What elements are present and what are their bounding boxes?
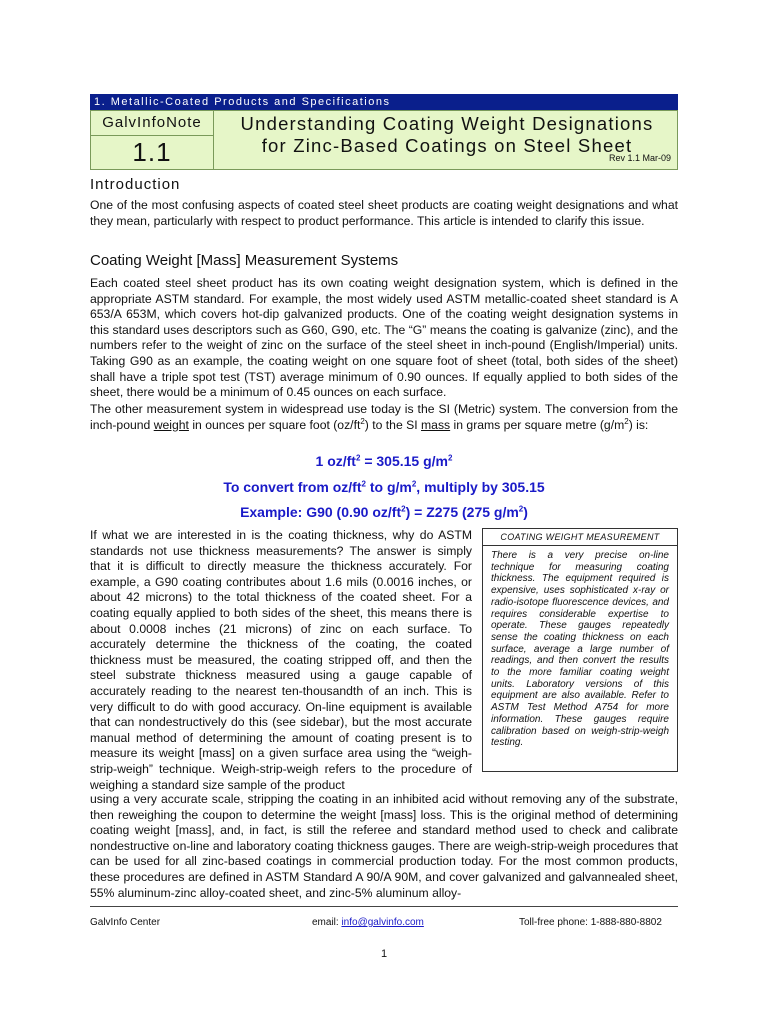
- systems-heading: Coating Weight [Mass] Measurement Systems: [90, 252, 399, 269]
- superscript: 2: [361, 479, 366, 489]
- email-label: email:: [312, 917, 342, 928]
- para2-text-a: The other measurement system in widespread use today is the SI (Metric) system. The conversion from the inch-pound: [90, 402, 678, 432]
- footer-center-name: GalvInfo Center: [90, 917, 161, 928]
- header-box: [90, 110, 678, 170]
- footer-divider: [90, 906, 678, 907]
- eq2-part-b: to g/m: [365, 479, 412, 495]
- revision-label: Rev 1.1 Mar-09: [608, 153, 671, 163]
- superscript: 2: [448, 453, 453, 463]
- superscript: 2: [518, 504, 524, 514]
- coating-weight-sidebar: [482, 528, 678, 772]
- systems-paragraph-1: Each coated steel sheet product has its own coating weight designation system, which is defined in the appropriate ASTM standard. For example, the most widely used ASTM metallic-coated sheet standard is A 653/A 653M, which covers hot-dip galvanized products. One of the coating weight designation systems in this standard uses descriptors such as G60, G90, etc. The “G” means the coating is galvanize (zinc), and the numbers refer to the weight of zinc on the surface of the steel sheet in inch-pound (English/Imperial) units. Taking G90 as an example, the coating weight on one square foot of sheet (total, both sides of the sheet) shall have a triple spot test (TST) average minimum of 0.90 ounces. If equally applied to both sides of the sheet, there would be a minimum of 0.45 ounces on each surface.: [90, 276, 678, 400]
- superscript: 2: [401, 504, 406, 514]
- eq2-part-c: , multiply by 305.15: [416, 479, 545, 495]
- note-label: GalvInfoNote: [91, 111, 214, 136]
- equation-2: [90, 479, 678, 495]
- thickness-column-text: If what we are interested in is the coating thickness, why do ASTM standards not use thickness measurements? The answer is simply that it is difficult to directly measure the thickness accurately. For example, a G90 coating contributes about 1.6 mils (0.0016 inches, or about 42 microns) to the total thickness of the coated sheet. For a coating equally applied to both sides of the sheet, this means there is about 0.0008 inches (21 microns) of zinc on each surface. To accurately determine the thickness of the coating, the coated thickness must be measured, the coating stripped off, and then the steel substrate thickness measured using a gauge capable of accurately reading to the nearest ten-thousandth of an inch. This is very difficult to do with good accuracy. On-line equipment is available that can nondestructively do this (see sidebar), but the most accurate manual method of determining the amount of coating present is to measure its weight [mass] on a given surface area using the “weigh-strip-weigh” technique. Weigh-strip-weigh refers to the procedure of weighing a standard size sample of the product: [90, 528, 472, 792]
- title-line-2: for Zinc-Based Coatings on Steel Sheet: [261, 135, 633, 156]
- equation-1: [90, 453, 678, 469]
- superscript: 2: [411, 479, 417, 489]
- footer-email: [312, 917, 424, 928]
- intro-paragraph: One of the most confusing aspects of coated steel sheet products are coating weight designations and what they mean, particularly with respect to product performance. This article is intended to clarify this issue.: [90, 198, 678, 228]
- email-link[interactable]: info@galvinfo.com: [341, 917, 424, 928]
- mass-word: mass: [421, 417, 451, 432]
- sidebar-body: There is a very precise on-line technique for measuring coating thickness. The equipment required is expensive, uses sophisticated x-ray or radio-isotope fluorescence devices, and requires considerable expertise to operate. These gauges repeatedly sense the coating thickness on each surface, average a large number of readings, and then convert the results to the more familiar coating weight units. Laboratory versions of this equipment are also available. Refer to ASTM Test Method A754 for more information. These gauges require calibration based on weigh-strip-weigh testing.: [491, 550, 669, 749]
- para2-text-c: ) to the SI: [364, 417, 422, 432]
- weight-word: weight: [153, 417, 189, 432]
- para2-text-b: in ounces per square foot (oz/ft: [188, 417, 361, 432]
- eq1-part-a: 1 oz/ft: [315, 453, 356, 469]
- eq3-part-c: ): [523, 504, 528, 520]
- eq3-part-b: ) = Z275 (275 g/m: [405, 504, 519, 520]
- superscript: 2: [624, 416, 629, 426]
- document-title: [217, 113, 677, 157]
- footer-phone: Toll-free phone: 1-888-880-8802: [519, 917, 662, 928]
- para2-text-d: in grams per square metre (g/m: [450, 417, 625, 432]
- intro-heading: Introduction: [90, 176, 181, 193]
- eq2-part-a: To convert from oz/ft: [223, 479, 362, 495]
- title-line-1: Understanding Coating Weight Designations: [240, 113, 654, 134]
- thickness-full-text: using a very accurate scale, stripping the coating in an inhibited acid without removing any of the substrate, then reweighing the coupon to determine the weight [mass] loss. This is the original method of determining coating weight [mass], and, in fact, is still the referee and standard method used to check and calibrate nondestructive on-line and laboratory coating thickness gauges. There are weigh-strip-weigh procedures that can be used for all zinc-based coatings in commercial production today. For the most common products, these procedures are defined in ASTM Standard A 90/A 90M, and cover galvanized and galvannealed sheet, 55% aluminum-zinc alloy-coated sheet, and zinc-5% aluminum alloy-: [90, 792, 678, 900]
- systems-paragraph-2: [90, 402, 678, 433]
- sidebar-title: COATING WEIGHT MEASUREMENT: [483, 532, 677, 546]
- eq1-part-b: = 305.15 g/m: [360, 453, 448, 469]
- superscript: 2: [360, 416, 365, 426]
- note-number: 1.1: [91, 135, 214, 169]
- eq3-part-a: Example: G90 (0.90 oz/ft: [240, 504, 402, 520]
- page-number: 1: [380, 948, 388, 960]
- equation-3: [90, 504, 678, 520]
- superscript: 2: [355, 453, 361, 463]
- para2-text-e: ) is:: [628, 417, 649, 432]
- section-bar: 1. Metallic-Coated Products and Specifications: [90, 94, 678, 110]
